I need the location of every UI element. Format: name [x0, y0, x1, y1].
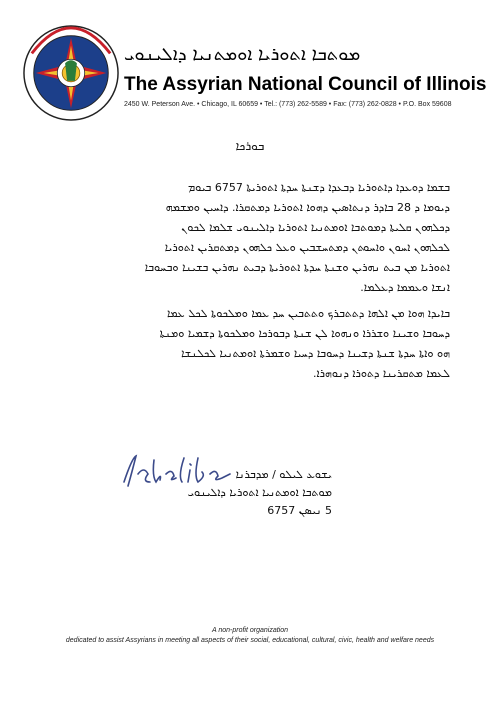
letter-line: ܕܚܘܒܐ ܘܫܝܢܐ ܘܫܪܪܐ ܘܢܗܘܐ ܠܢ ܫܢܬܐ ܕܒܘܪܟܐ ܘܡܠܟܘܬܐ ܕܫܡܝܐ ܘܡܢܬܐ — [159, 327, 450, 340]
letter-date: 5 ܢܝܣܢ 6757 — [267, 504, 332, 517]
letter-line: ܠܥܡܐ ܡܬܩܪܝܢܐ ܕܬܘܪܐ ܕܢܘܗܪܐ. — [313, 367, 450, 380]
footer — [0, 626, 500, 646]
letter-line: ܐܬܘܪܝܐ ܡܢ ܒܝܬ ܢܗܪܝܢ ܘܫܢܬܐ ܚܕܬܐ ܐܬܘܪܝܬܐ ܕܒܝܬ ܢܗܪܝܢ ܒܫܝܢܐ ܘܒܚܘܒܐ — [144, 261, 450, 274]
syriac-org-title: ܡܘܬܒܐ ܐܬܘܪܝܐ ܐܘܡܬܢܝܐ ܕܐܠܝܢܘܝ — [124, 44, 361, 65]
signature-block — [86, 466, 332, 520]
footer-line: dedicated to assist Assyrians in meeting all aspects of their social, educational, cultural, civic, health and welfare needs — [65, 637, 435, 644]
letter-line: ܗܘ ܘܐܬܐ ܚܕܬܐ ܫܢܬܐ ܕܫܝܢܐ ܕܚܘܒܐ ܕܚܝܐ ܘܫܡܪܬܐ ܐܘܡܬܢܝܐ ܠܟܠܢܫܐ — [181, 347, 450, 360]
letter-line: ܕܝܘܡܐ ܕ 28 ܒܐܕܪ ܕܢܬܐܣܝܢ ܕܗܘܐ ܐܬܘܪܝܐ ܕܡܬܩܪܐ. ܕܐܚܝܢ ܘܡܫܡܗ — [165, 201, 450, 214]
footer-line: A non-profit organization — [211, 627, 288, 634]
letter-line: ܒܫܡܐ ܕܘܥܕܐ ܕܐܬܘܪܝܐ ܕܒܥܕܐ ܕܫܢܬܐ ܚܕܬܐ ܐܬܘܪܝܬܐ 6757 ܒܝܘܡ — [187, 181, 450, 194]
letter-line: ܒܐܝܕܐ ܗܘܐ ܡܢ ܐܠܗܐ ܕܬܬܒܪܟ ܘܬܬܒܝܢ ܚܕ ܥܡܐ ܘܡܠܟܘܬܐ ܠܟܠ ܥܡܐ — [166, 307, 450, 320]
org-title: The Assyrian National Council of Illinois — [124, 74, 487, 95]
letter-line: ܕܟܠܗܘܢ ܩܠܝܬܐ ܕܡܘܬܒܐ ܐܘܡܬܢܝܐ ܐܬܘܪܝܐ ܕܐܠܝܢܘܝ ܫܠܡܐ ܠܟܘܢ — [181, 221, 450, 234]
signer-org: ܡܘܬܒܐ ܐܘܡܬܢܝܐ ܐܬܘܪܝܐ ܕܐܠܝܢܘܝ — [187, 486, 332, 499]
letter-line: ܐܢܫܐ ܘܥܡܡܐ ܕܥܠܡܐ. — [360, 281, 450, 294]
org-address: 2450 W. Peterson Ave. • Chicago, IL 60659 • Tel.: (773) 262-5589 • Fax: (773) 262-0828 • P.O. Box 59608 — [124, 101, 452, 108]
letter-line: ܠܟܠܗܘܢ ܐܚܘܢ ܘܐܚܘܬܢ ܕܡܬܚܫܒܝܢ ܘܥܠ ܟܠܗܘܢ ܕܡܬܩܪܝܢ ܐܬܘܪܝܐ — [164, 241, 450, 254]
signer-name: ܝܫܘܥ ܠܝܠܘ / ܡܕܒܪܢܐ — [235, 468, 332, 481]
letter-body — [58, 178, 450, 384]
council-seal-logo — [22, 24, 120, 122]
letter-heading: ܒܘܪܟܐ — [235, 139, 265, 153]
